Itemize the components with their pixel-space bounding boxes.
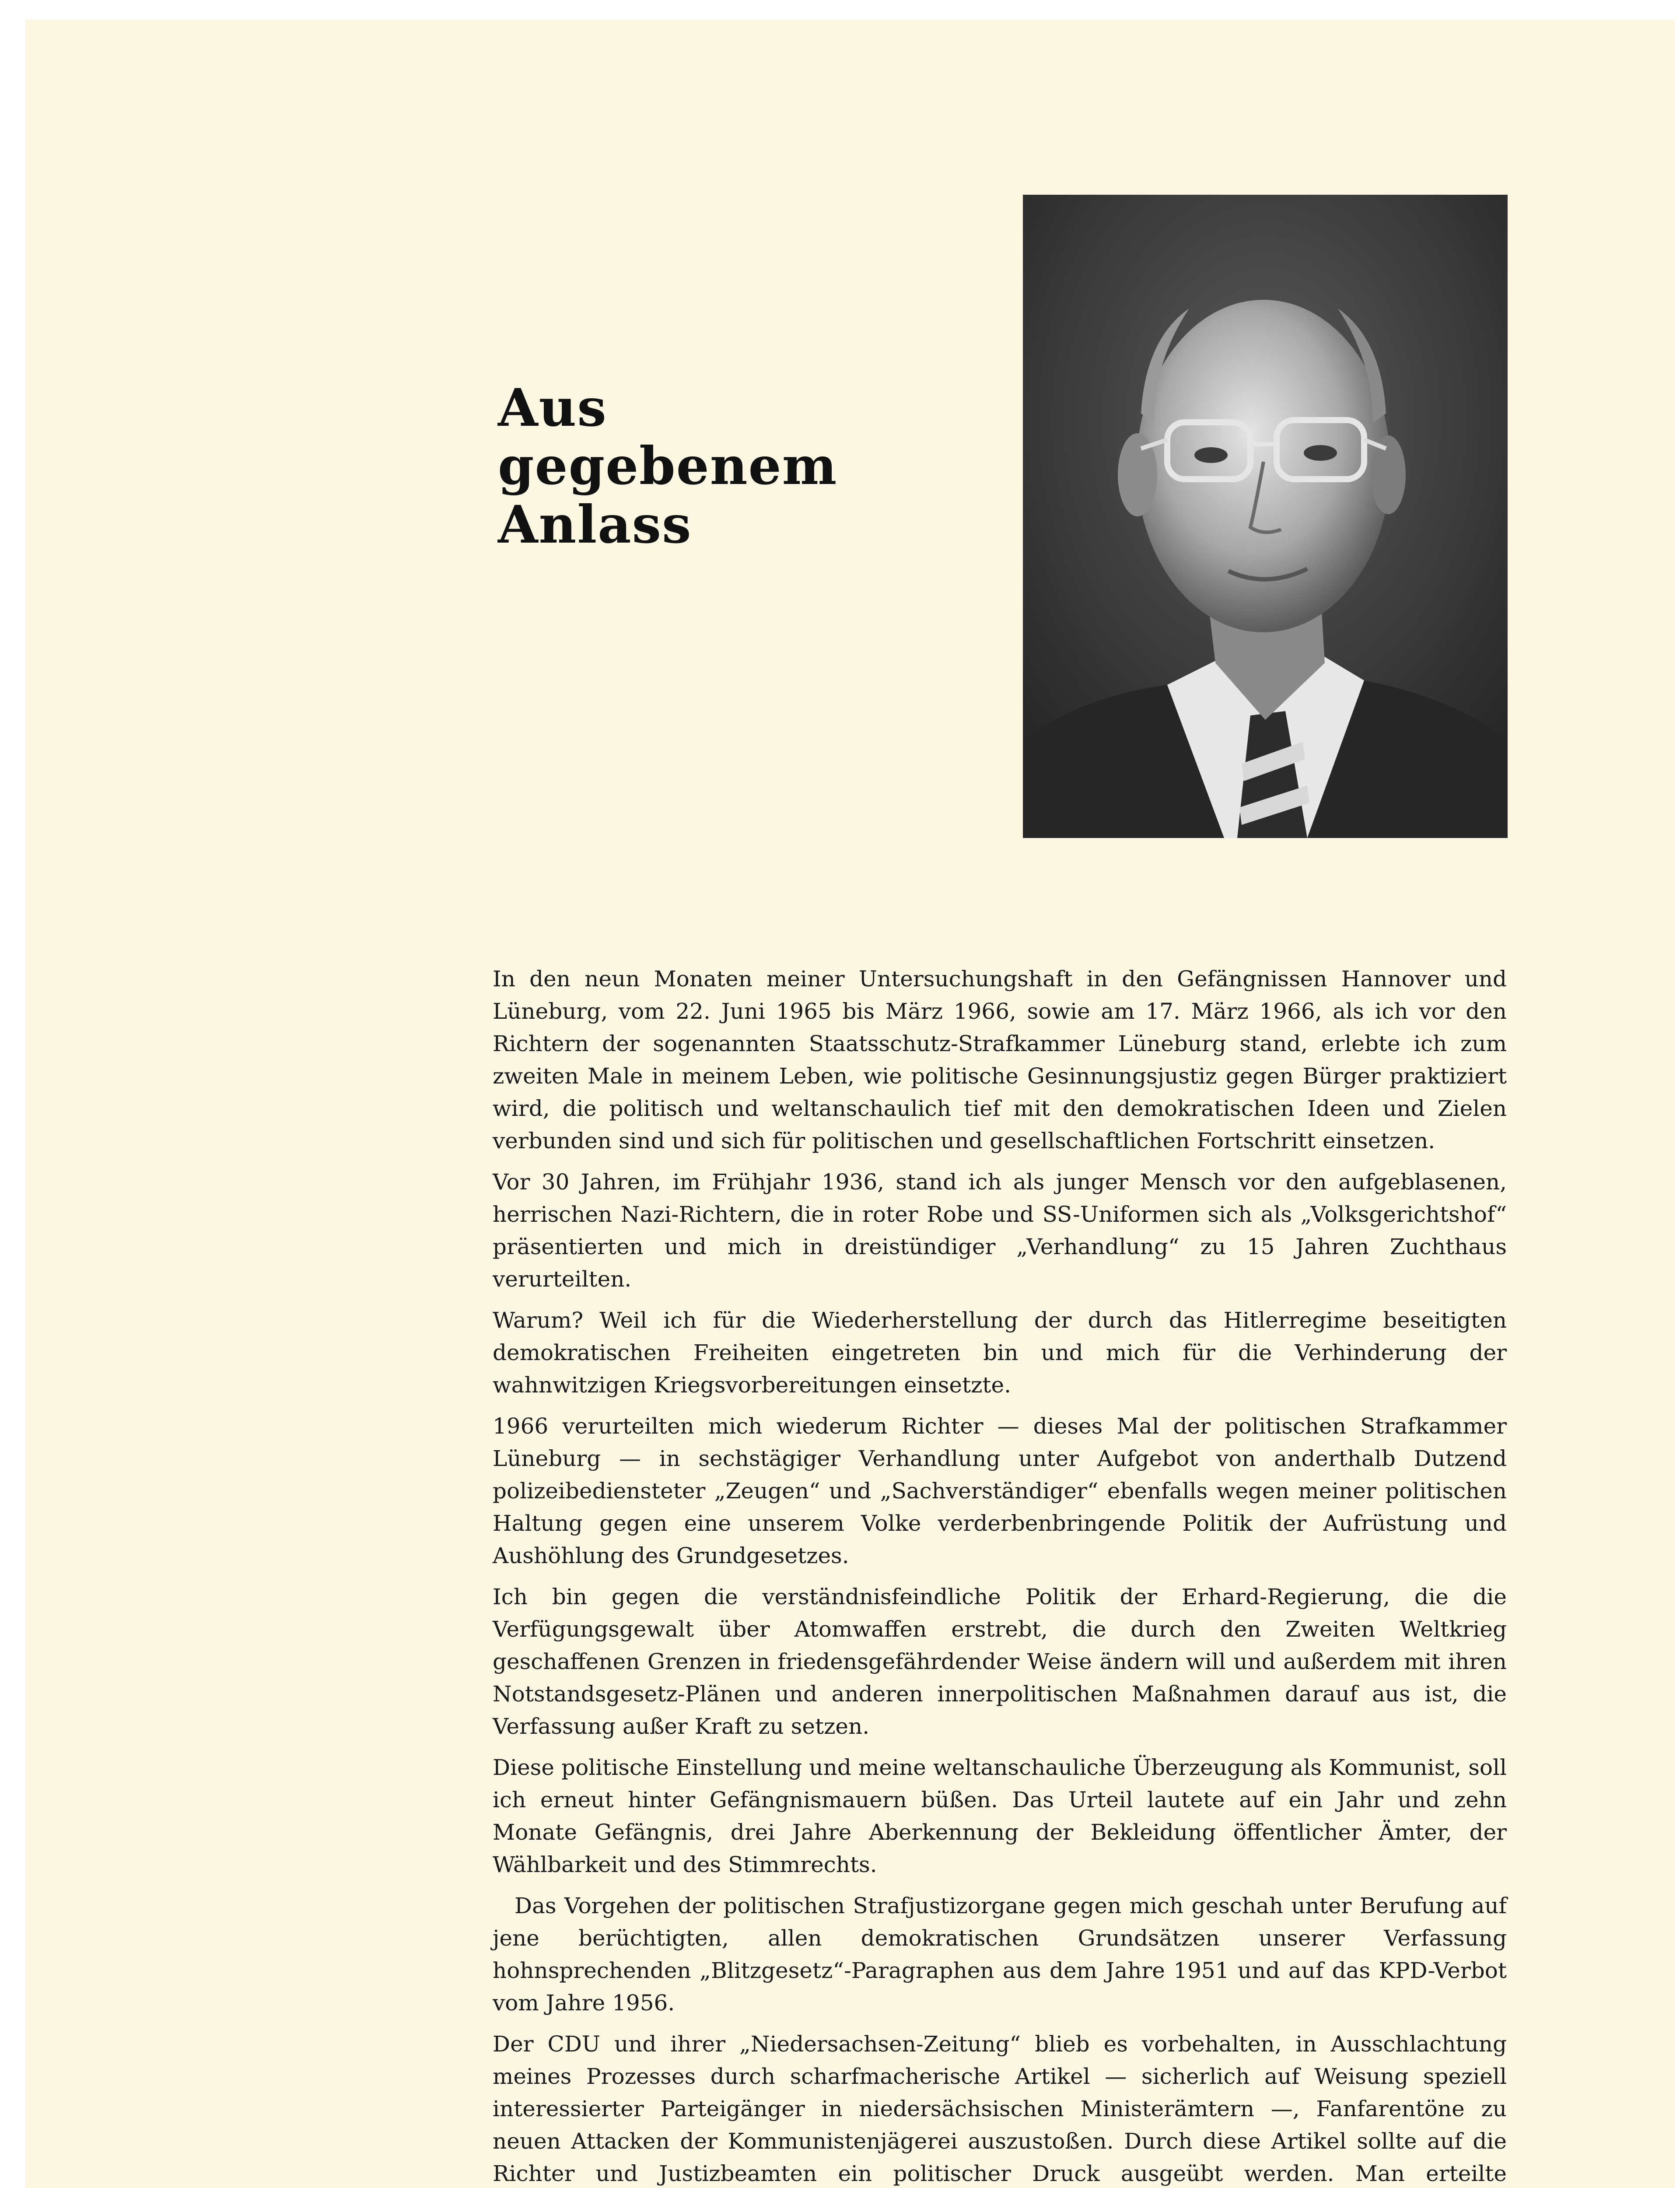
paragraph-5: Ich bin gegen die verständnisfeindliche Politik der Erhard-Regierung, die die Verfügungsgewalt über Atomwaffen erstrebt, die durch den Zweiten Weltkrieg geschaffenen Grenzen in friedensgefährdender Weise ändern will und außerdem mit ihren Notstandsgesetz-Plänen und anderen innerpolitischen Maßnahmen darauf aus ist, die Verfassung außer Kraft zu setzen. xyxy=(493,1584,1507,1739)
paragraph-8: Der CDU und ihrer „Niedersachsen-Zeitung“ blieb es vorbehalten, in Ausschlachtung meines Prozesses durch scharfmacherische Artikel — sicherlich auf Weisung speziell interessierter Parteigänger in niedersächsischen Ministerämtern —, Fanfarentöne zu neuen Attacken der Kommunistenjägerei auszustoßen. Durch diese Artikel sollte auf die Richter und Justizbeamten ein politischer Druck ausgeübt werden. Man erteilte xyxy=(493,2031,1507,2186)
paragraph-1: In den neun Monaten meiner Untersuchungshaft in den Gefängnissen Hannover und Lüneburg, vom 22. Juni 1965 bis März 1966, sowie am 17. März 1966, als ich vor den Richtern der sogenannten Staatsschutz-Strafkammer Lüneburg stand, erlebte ich zum zweiten Male in meinem Leben, wie politische Gesinnungsjustiz gegen Bürger praktiziert wird, die politisch und weltanschaulich tief mit den demokratischen Ideen und Zielen verbunden sind und sich für politischen und gesellschaftlichen Fortschritt einsetzen. xyxy=(493,966,1507,1154)
title-line-3: Anlass xyxy=(498,494,692,555)
paragraph-3: Warum? Weil ich für die Wiederherstellung der durch das Hitlerregime beseitigten demokratischen Freiheiten eingetreten bin und mich für die Verhinderung der wahnwitzigen Kriegsvorbereitungen einsetzte. xyxy=(493,1308,1507,1398)
page-title xyxy=(498,379,935,554)
paragraph-2: Vor 30 Jahren, im Frühjahr 1936, stand ich als junger Mensch vor den aufgeblasenen, herrischen Nazi-Richtern, die in roter Robe und SS-Uniformen sich als „Volksgerichtshof“ präsentierten und mich in dreistündiger „Verhandlung“ zu 15 Jahren Zuchthaus verurteilten. xyxy=(493,1169,1507,1292)
paragraph-6: Diese politische Einstellung und meine weltanschauliche Überzeugung als Kommunist, soll ich erneut hinter Gefängnismauern büßen. Das Urteil lautete auf ein Jahr und zehn Monate Gefängnis, drei Jahre Aberkennung der Bekleidung öffentlicher Ämter, der Wählbarkeit und des Stimmrechts. xyxy=(493,1755,1507,1877)
title-line-1: Aus xyxy=(498,377,607,438)
paragraph-7: Das Vorgehen der politischen Strafjustizorgane gegen mich geschah unter Berufung auf jene berüchtigten, allen demokratischen Grundsätzen unserer Verfassung hohnsprechenden „Blitzgesetz“-Paragraphen aus dem Jahre 1951 und auf das KPD-Verbot vom Jahre 1956. xyxy=(493,1893,1507,2016)
portrait-photo-icon xyxy=(1023,195,1508,838)
title-line-2: gegebenem xyxy=(498,435,838,497)
article-body xyxy=(493,963,1507,2188)
page xyxy=(25,20,1675,2188)
paragraph-4: 1966 verurteilten mich wiederum Richter — dieses Mal der politischen Strafkammer Lüneburg — in sechstägiger Verhandlung unter Aufgebot von anderthalb Dutzend polizeibediensteter „Zeugen“ und „Sachverständiger“ ebenfalls wegen meiner politischen Haltung gegen eine unserem Volke verderbenbringende Politik der Aufrüstung und Aushöhlung des Grundgesetzes. xyxy=(493,1413,1507,1568)
portrait-photo xyxy=(1023,195,1508,838)
